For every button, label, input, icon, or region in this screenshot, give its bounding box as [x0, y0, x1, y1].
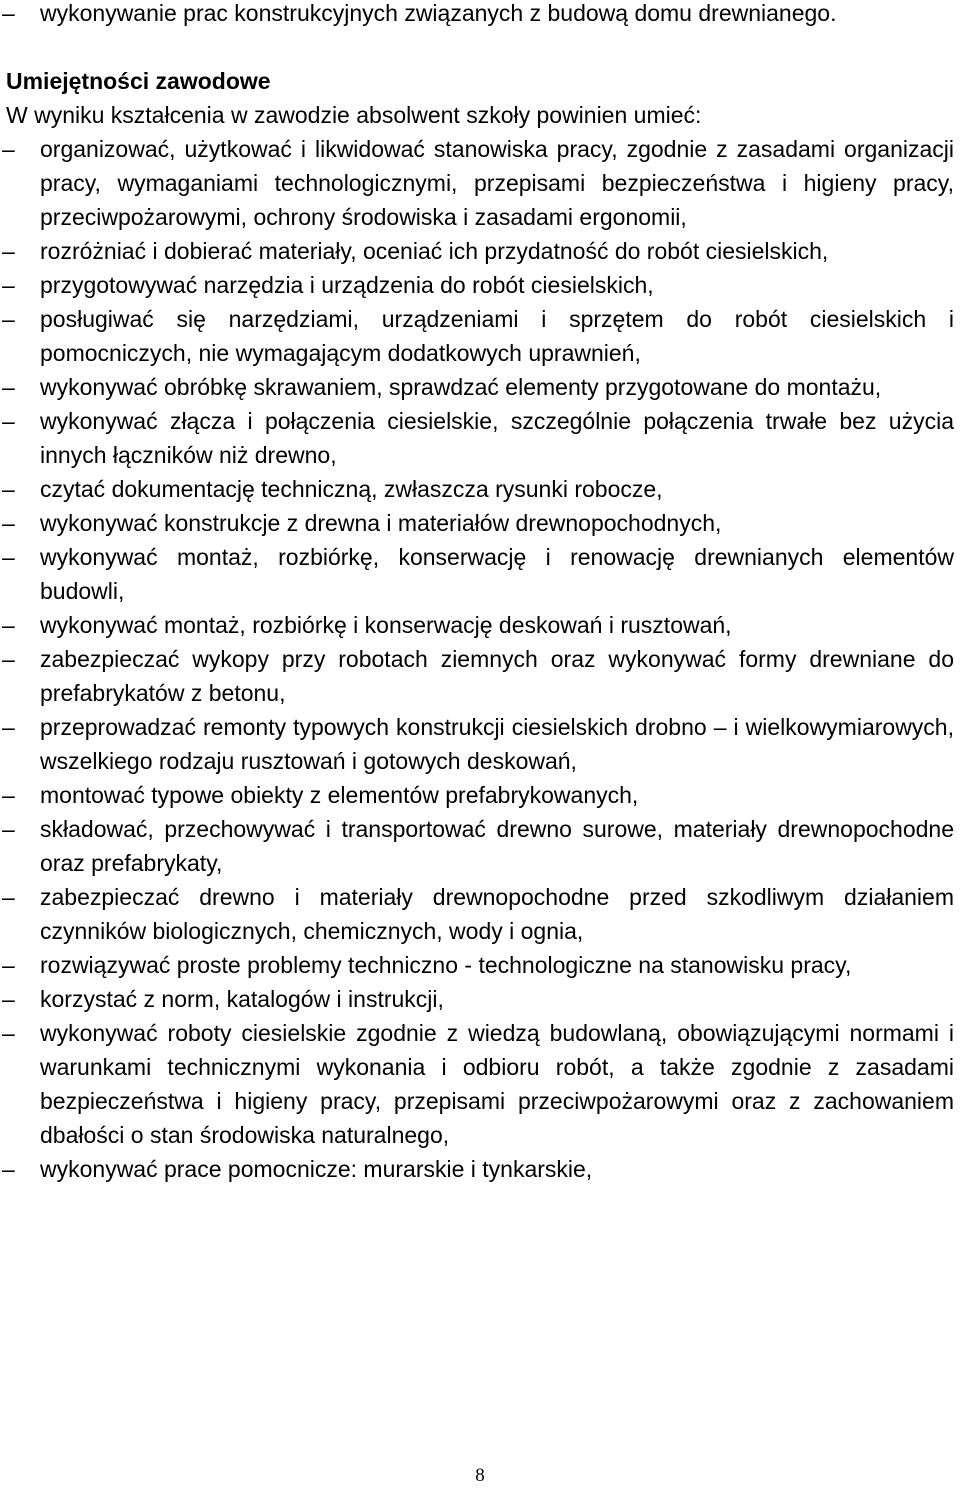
dash-bullet: – — [2, 238, 15, 264]
section-intro: W wyniku kształcenia w zawodzie absolwent szkoły powinien umieć: — [6, 102, 702, 128]
list-item — [0, 642, 960, 710]
list-item-text: wykonywać obróbkę skrawaniem, sprawdzać elementy przygotowane do montażu, — [40, 374, 882, 400]
list-item-text: przeprowadzać remonty typowych konstrukcji ciesielskich drobno – i wielkowymiarowych, wszelkiego rodzaju rusztowań i gotowych deskowań, — [40, 714, 954, 774]
dash-bullet: – — [2, 544, 15, 570]
dash-bullet: – — [2, 986, 15, 1012]
dash-bullet: – — [2, 816, 15, 842]
dash-bullet: – — [2, 612, 15, 638]
dash-bullet: – — [2, 0, 15, 26]
list-item — [0, 268, 960, 302]
list-item-text: posługiwać się narzędziami, urządzeniami i sprzętem do robót ciesielskich i pomocniczych, nie wymagającym dodatkowych uprawnień, — [40, 306, 954, 366]
dash-bullet: – — [2, 510, 15, 536]
list-item-text: organizować, użytkować i likwidować stanowiska pracy, zgodnie z zasadami organizacji pracy, wymaganiami technologicznymi, przepisami bezpieczeństwa i higieny pracy, przeciwpożarowymi, ochrony środowiska i zasadami ergonomii, — [40, 136, 954, 230]
list-item-text: wykonywać złącza i połączenia ciesielskie, szczególnie połączenia trwałe bez użycia innych łączników niż drewno, — [40, 408, 954, 468]
dash-bullet: – — [2, 1156, 15, 1182]
list-item — [0, 812, 960, 880]
list-item-text: przygotowywać narzędzia i urządzenia do robót ciesielskich, — [40, 272, 654, 298]
page-number: 8 — [475, 1465, 485, 1486]
list-item — [0, 1152, 960, 1186]
dash-bullet: – — [2, 782, 15, 808]
list-item-text: wykonywać montaż, rozbiórkę, konserwację i renowację drewnianych elementów budowli, — [40, 544, 954, 604]
list-item-text: wykonywać prace pomocnicze: murarskie i tynkarskie, — [40, 1156, 593, 1182]
list-item — [0, 370, 960, 404]
list-item — [0, 948, 960, 982]
list-item-text: wykonywanie prac konstrukcyjnych związanych z budową domu drewnianego. — [40, 0, 837, 26]
dash-bullet: – — [2, 374, 15, 400]
dash-bullet: – — [2, 408, 15, 434]
list-item-text: zabezpieczać wykopy przy robotach ziemnych oraz wykonywać formy drewniane do prefabrykatów z betonu, — [40, 646, 954, 706]
section-heading: Umiejętności zawodowe — [6, 68, 271, 94]
list-item-text: rozróżniać i dobierać materiały, oceniać ich przydatność do robót ciesielskich, — [40, 238, 829, 264]
list-item — [0, 506, 960, 540]
list-item-text: zabezpieczać drewno i materiały drewnopochodne przed szkodliwym działaniem czynników biologicznych, chemicznych, wody i ognia, — [40, 884, 954, 944]
list-item-text: wykonywać roboty ciesielskie zgodnie z wiedzą budowlaną, obowiązującymi normami i warunkami technicznymi wykonania i odbioru robót, a także zgodnie z zasadami bezpieczeństwa i higieny pracy, przepisami przeciwpożarowymi oraz z zachowaniem dbałości o stan środowiska naturalnego, — [40, 1020, 954, 1148]
list-item — [0, 472, 960, 506]
dash-bullet: – — [2, 714, 15, 740]
dash-bullet: – — [2, 1020, 15, 1046]
list-item — [0, 1016, 960, 1152]
list-item — [0, 540, 960, 608]
list-item — [0, 234, 960, 268]
dash-bullet: – — [2, 884, 15, 910]
dash-bullet: – — [2, 136, 15, 162]
list-item — [0, 302, 960, 370]
list-item-top — [0, 0, 960, 30]
list-item-text: czytać dokumentację techniczną, zwłaszcza rysunki robocze, — [40, 476, 663, 502]
list-item-text: rozwiązywać proste problemy techniczno - technologiczne na stanowisku pracy, — [40, 952, 852, 978]
dash-bullet: – — [2, 952, 15, 978]
list-item-text: montować typowe obiekty z elementów prefabrykowanych, — [40, 782, 639, 808]
list-item — [0, 132, 960, 234]
list-item — [0, 710, 960, 778]
list-item-text: korzystać z norm, katalogów i instrukcji, — [40, 986, 444, 1012]
list-item — [0, 982, 960, 1016]
dash-bullet: – — [2, 646, 15, 672]
list-item — [0, 404, 960, 472]
dash-bullet: – — [2, 272, 15, 298]
list-item-text: składować, przechowywać i transportować drewno surowe, materiały drewnopochodne oraz prefabrykaty, — [40, 816, 954, 876]
dash-bullet: – — [2, 476, 15, 502]
list-item-text: wykonywać montaż, rozbiórkę i konserwację deskowań i rusztowań, — [40, 612, 732, 638]
list-item — [0, 880, 960, 948]
list-item — [0, 778, 960, 812]
dash-bullet: – — [2, 306, 15, 332]
list-item — [0, 608, 960, 642]
list-item-text: wykonywać konstrukcje z drewna i materiałów drewnopochodnych, — [40, 510, 722, 536]
